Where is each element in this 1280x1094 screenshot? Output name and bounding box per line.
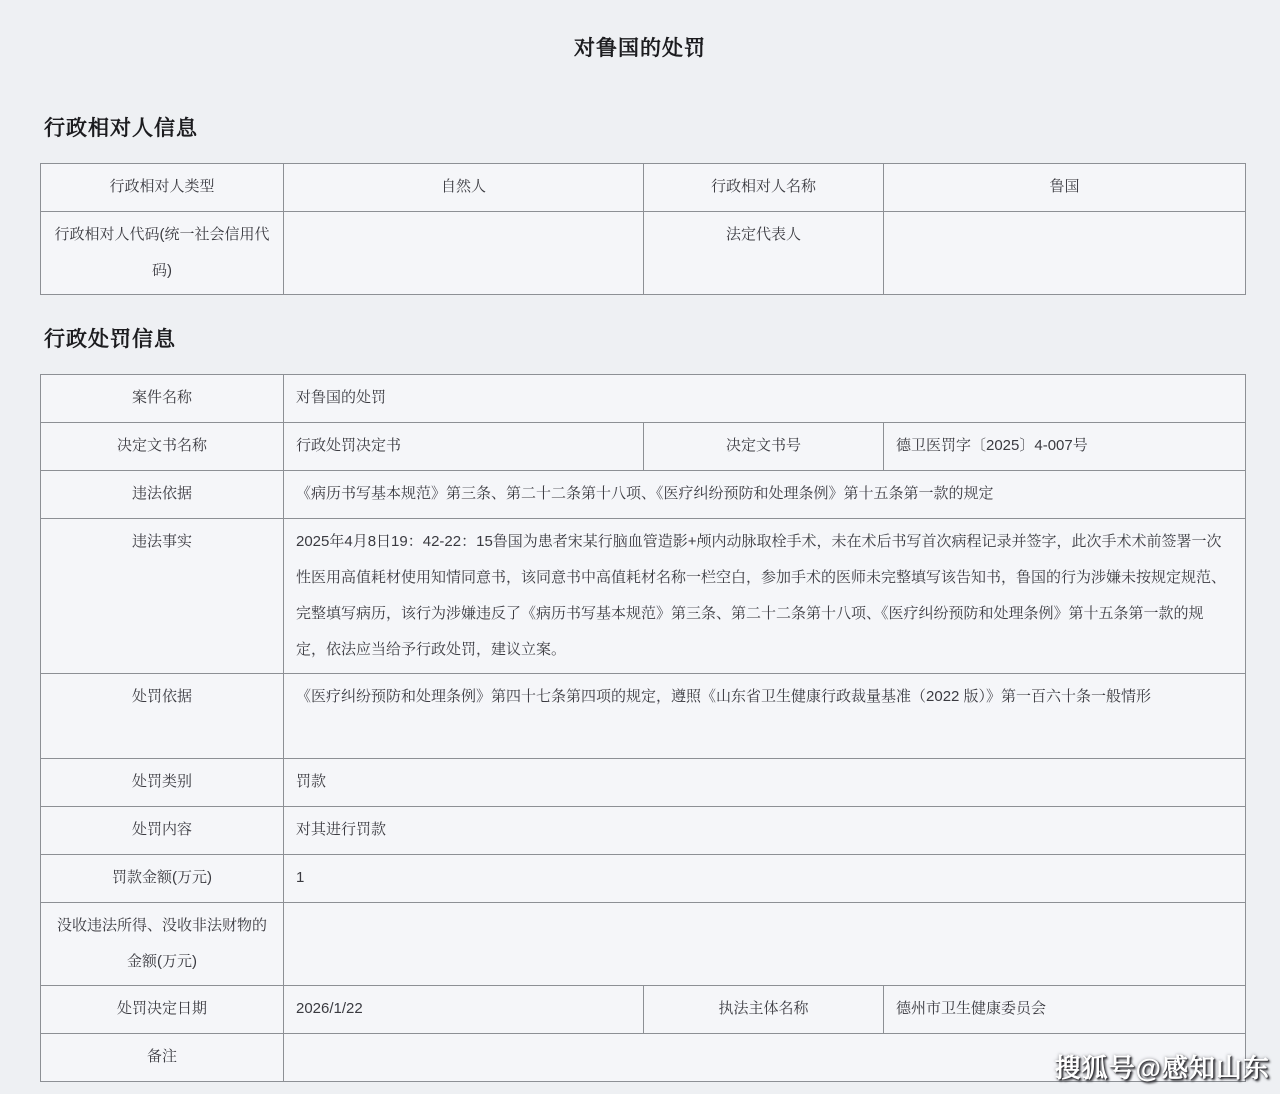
table-row	[41, 471, 1246, 519]
field-value: 德卫医罚字〔2025〕4-007号	[884, 423, 1246, 471]
field-value: 对其进行罚款	[284, 807, 1246, 855]
field-value: 鲁国	[884, 164, 1246, 212]
field-value: 德州市卫生健康委员会	[884, 986, 1246, 1034]
field-label: 处罚依据	[41, 674, 284, 759]
field-label: 行政相对人代码(统一社会信用代码)	[41, 212, 284, 295]
table-row	[41, 164, 1246, 212]
field-label: 处罚类别	[41, 759, 284, 807]
field-label: 行政相对人名称	[644, 164, 884, 212]
field-label: 法定代表人	[644, 212, 884, 295]
table-row	[41, 986, 1246, 1034]
page-title: 对鲁国的处罚	[574, 37, 706, 60]
field-label: 决定文书号	[644, 423, 884, 471]
field-label: 罚款金额(万元)	[41, 855, 284, 903]
field-label: 处罚内容	[41, 807, 284, 855]
field-value: 罚款	[284, 759, 1246, 807]
field-label: 行政相对人类型	[41, 164, 284, 212]
table-row	[41, 855, 1246, 903]
field-label: 执法主体名称	[644, 986, 884, 1034]
field-value: 《病历书写基本规范》第三条、第二十二条第十八项、《医疗纠纷预防和处理条例》第十五条第一款的规定	[284, 471, 1246, 519]
field-label: 决定文书名称	[41, 423, 284, 471]
field-value: 行政处罚决定书	[284, 423, 644, 471]
penalty-info-table	[40, 374, 1246, 1082]
section-heading-penalty-info: 行政处罚信息	[44, 328, 176, 351]
table-row	[41, 519, 1246, 674]
table-row	[41, 903, 1246, 986]
field-value: 1	[284, 855, 1246, 903]
field-label: 备注	[41, 1034, 284, 1082]
field-label: 案件名称	[41, 375, 284, 423]
field-label: 没收违法所得、没收非法财物的金额(万元)	[41, 903, 284, 986]
table-row	[41, 759, 1246, 807]
field-value: 对鲁国的处罚	[284, 375, 1246, 423]
field-value: 2026/1/22	[284, 986, 644, 1034]
field-value	[884, 212, 1246, 295]
field-label: 违法事实	[41, 519, 284, 674]
field-label: 违法依据	[41, 471, 284, 519]
field-value	[284, 212, 644, 295]
section-heading-party-info: 行政相对人信息	[44, 117, 198, 140]
table-row	[41, 674, 1246, 759]
field-value: 自然人	[284, 164, 644, 212]
field-value: 《医疗纠纷预防和处理条例》第四十七条第四项的规定，遵照《山东省卫生健康行政裁量基准（2022 版）》第一百六十条一般情形	[284, 674, 1246, 759]
table-row	[41, 807, 1246, 855]
field-value	[284, 903, 1246, 986]
party-info-table	[40, 163, 1246, 295]
table-row	[41, 375, 1246, 423]
table-row	[41, 212, 1246, 295]
field-value: 2025年4月8日19：42-22：15鲁国为患者宋某行脑血管造影+颅内动脉取栓手术，未在术后书写首次病程记录并签字，此次手术术前签署一次性医用高值耗材使用知情同意书，该同意书中高值耗材名称一栏空白，参加手术的医师未完整填写该告知书，鲁国的行为涉嫌未按规定规范、完整填写病历，该行为涉嫌违反了《病历书写基本规范》第三条、第二十二条第十八项、《医疗纠纷预防和处理条例》第十五条第一款的规定，依法应当给予行政处罚，建议立案。	[284, 519, 1246, 674]
field-label: 处罚决定日期	[41, 986, 284, 1034]
watermark: 搜狐号@感知山东	[1054, 1053, 1270, 1083]
table-row	[41, 423, 1246, 471]
